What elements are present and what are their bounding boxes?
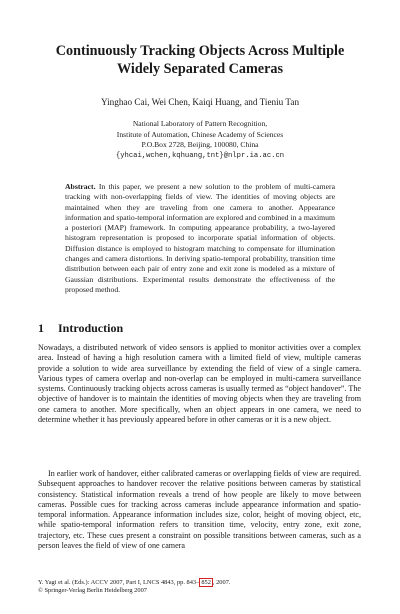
paper-title [40, 42, 360, 78]
page-footer [38, 578, 368, 596]
citation-prefix: Y. Yagi et al. (Eds.): ACCV 2007, Part I, LNCS 4843, pp. 843– [38, 579, 200, 586]
affiliation-line-2: Institute of Automation, Chinese Academy of Sciences [116, 129, 284, 139]
section-number: 1 [38, 321, 44, 335]
page-end-link[interactable]: 852 [201, 579, 211, 586]
title-line-1: Continuously Tracking Objects Across Multiple [55, 43, 345, 59]
author-list: Yinghao Cai, Wei Chen, Kaiqi Huang, and Tieniu Tan [100, 97, 300, 107]
section-heading-introduction [38, 321, 123, 336]
section-title: Introduction [58, 321, 124, 335]
intro-paragraph-1: Nowadays, a distributed network of video sensors is applied to monitor activities over a complex area. Instead of having a high resolution camera with a limited field of view, multiple cameras provide a solution to wide area surveillance by extending the field of view of a single camera. Various types of camera overlap and non-overlap can be employed in multi-camera surveillance systems. Continuously tracking objects across cameras is usually termed as “object handover”. The objective of handover is to maintain the identities of moving objects when they are traveling from one camera to another. More specifically, when an object appears in one camera, we need to determine whether it has previously appeared before in other cameras or it is a new object. [38, 343, 361, 425]
copyright-line: © Springer-Verlag Berlin Heidelberg 2007 [38, 587, 147, 595]
citation-suffix: , 2007. [212, 579, 231, 586]
affiliation [40, 119, 360, 161]
affiliation-line-1: National Laboratory of Pattern Recognition, [132, 119, 268, 128]
author-emails: {yhcai,wchen,kqhuang,tnt}@nlpr.ia.ac.cn [115, 151, 285, 160]
affiliation-line-3: P.O.Box 2728, Beijing, 100080, China [141, 140, 259, 150]
intro-paragraph-2: In earlier work of handover, either calibrated cameras or overlapping fields of view are required. Subsequent approaches to handover recover the relative positions between cameras by statistical consistency. Statistical information reveals a trend of how people are likely to move between cameras. Possible cues for tracking across cameras include appearance information and spatio-temporal information. Appearance information includes size, color, height of moving object, etc, while spatio-temporal information refers to transition time, velocity, entry zone, exit zone, trajectory, etc. These cues present a constraint on possible transitions between cameras, such as a person leaves the field of view of one camera [38, 469, 361, 551]
abstract [65, 182, 335, 295]
title-line-2: Widely Separated Cameras [116, 61, 284, 77]
citation-line [38, 578, 368, 587]
abstract-label: Abstract. [65, 182, 96, 191]
abstract-text: In this paper, we present a new solution to the problem of multi-camera tracking with non-overlapping fields of view. The identities of moving objects are maintained when they are traveling from one camera to another. Appearance information and spatio-temporal information are explored and combined in a maximum a posteriori (MAP) framework. In computing appearance probability, a two-layered histogram representation is proposed to incorporate spatial information of objects. Diffusion distance is employed to histogram matching to compensate for illumination changes and camera distortions. In deriving spatio-temporal probability, transition time distribution between each pair of entry zone and exit zone is modeled as a mixture of Gaussian distributions. Experimental results demonstrate the effectiveness of the proposed method. [65, 182, 336, 294]
